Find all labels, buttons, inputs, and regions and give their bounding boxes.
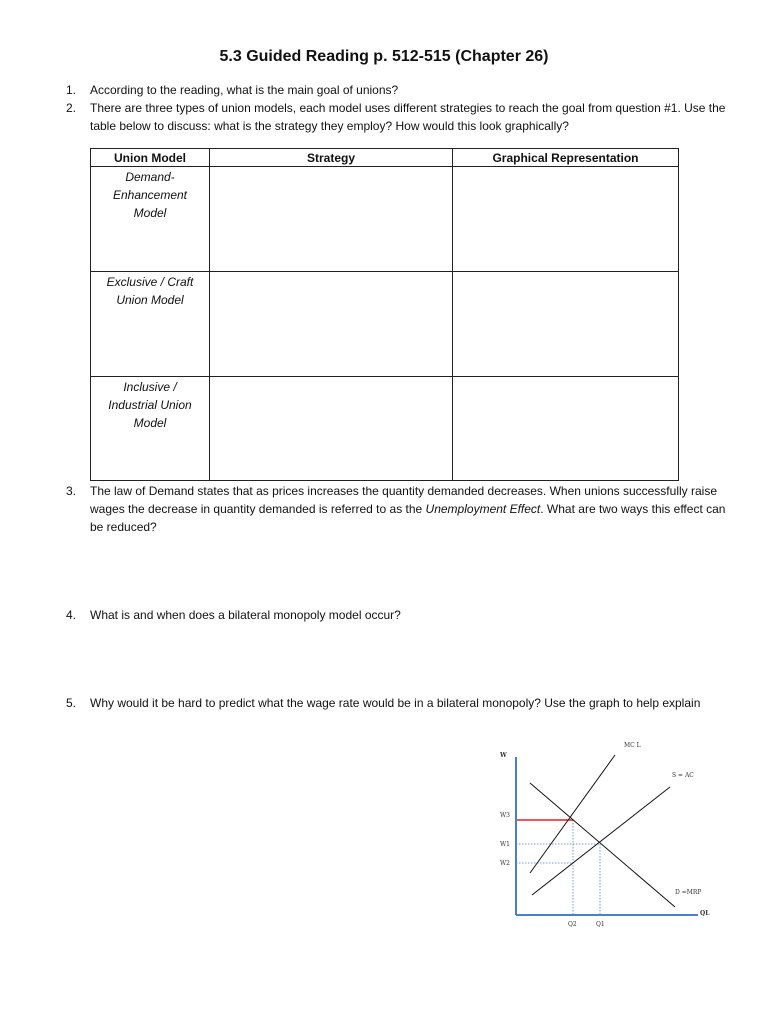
question-4 bbox=[66, 606, 726, 624]
table-row bbox=[91, 167, 679, 272]
model-label-line: Demand- bbox=[125, 170, 175, 184]
graph-cell[interactable] bbox=[453, 272, 679, 377]
model-label-line: Industrial Union bbox=[108, 398, 192, 412]
model-exclusive-craft bbox=[91, 272, 210, 377]
x-axis-label: QL bbox=[700, 910, 710, 917]
header-union-model: Union Model bbox=[91, 149, 210, 167]
demand-curve bbox=[530, 783, 675, 907]
model-label-line: Exclusive / Craft bbox=[106, 275, 194, 289]
mcl-curve bbox=[530, 755, 615, 873]
question-text: What is and when does a bilateral monopoly model occur? bbox=[90, 608, 401, 622]
question-text: According to the reading, what is the main goal of unions? bbox=[90, 83, 399, 97]
model-label-line: Model bbox=[133, 206, 167, 220]
union-models-table bbox=[90, 148, 679, 481]
supply-label: S = AC bbox=[672, 772, 694, 779]
model-label-line: Union Model bbox=[116, 293, 184, 307]
q2-label: Q2 bbox=[568, 921, 577, 928]
question-text-part: The law of Demand states that as prices increases the quantity demanded decreases. When unions successfully raise wages the decrease in quantity demanded is referred to as the bbox=[90, 484, 717, 516]
table-header-row bbox=[91, 149, 679, 167]
w1-label: W1 bbox=[500, 841, 510, 848]
table-row bbox=[91, 272, 679, 377]
w3-label: W3 bbox=[500, 812, 510, 819]
model-label-line: Inclusive / bbox=[123, 380, 177, 394]
model-label-line: Enhancement bbox=[112, 188, 188, 202]
question-5 bbox=[66, 694, 726, 712]
question-number: 3. bbox=[66, 484, 77, 498]
table-row bbox=[91, 377, 679, 481]
graph-cell[interactable] bbox=[453, 167, 679, 272]
graph-cell[interactable] bbox=[453, 377, 679, 481]
question-text: There are three types of union models, each model uses different strategies to reach the goal from question #1. Use the table below to discuss: what is the strategy they employ? How would this look graphically? bbox=[90, 101, 726, 133]
header-strategy: Strategy bbox=[210, 149, 453, 167]
y-axis-label: W bbox=[500, 752, 507, 759]
bilateral-monopoly-graph bbox=[480, 735, 720, 935]
model-inclusive-industrial bbox=[91, 377, 210, 481]
model-demand-enhancement bbox=[91, 167, 210, 272]
w2-label: W2 bbox=[500, 860, 510, 867]
question-text bbox=[90, 482, 726, 536]
page-title: 5.3 Guided Reading p. 512-515 (Chapter 26) bbox=[219, 48, 549, 65]
question-number: 2. bbox=[66, 101, 77, 115]
question-number: 1. bbox=[66, 83, 77, 97]
unemployment-effect-term: Unemployment Effect bbox=[425, 502, 541, 516]
strategy-cell[interactable] bbox=[210, 272, 453, 377]
mcl-label: MC L bbox=[624, 742, 641, 749]
question-3 bbox=[66, 482, 726, 536]
demand-label: D =MRP bbox=[675, 889, 702, 896]
question-text-part: . What are two ways this effect can be reduced? bbox=[90, 502, 726, 534]
question-number: 5. bbox=[66, 696, 77, 710]
q1-label: Q1 bbox=[596, 921, 605, 928]
question-2 bbox=[66, 99, 726, 135]
question-1 bbox=[66, 81, 726, 99]
strategy-cell[interactable] bbox=[210, 167, 453, 272]
question-number: 4. bbox=[66, 608, 77, 622]
header-graphical-representation: Graphical Representation bbox=[453, 149, 679, 167]
model-label-line: Model bbox=[133, 416, 167, 430]
strategy-cell[interactable] bbox=[210, 377, 453, 481]
question-text: Why would it be hard to predict what the wage rate would be in a bilateral monopoly? Use the graph to help explain bbox=[90, 696, 701, 710]
